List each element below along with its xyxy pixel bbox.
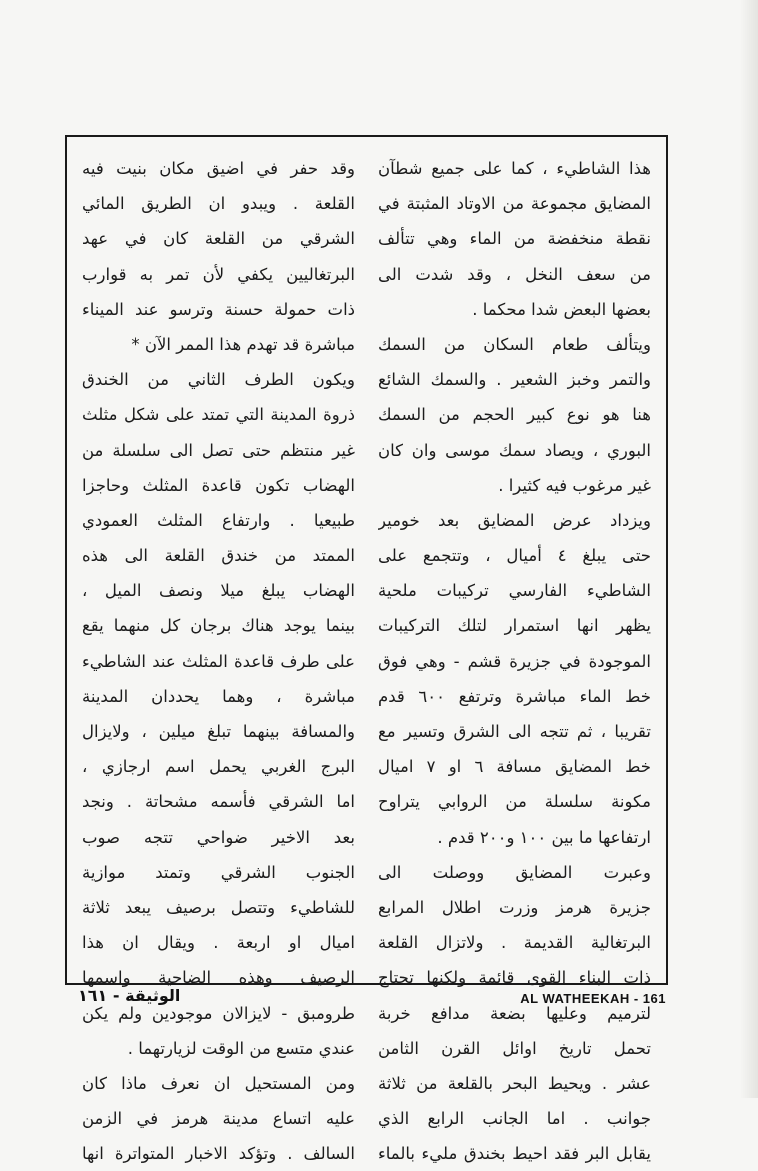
text-line: والمسافة بينهما تبلغ ميلين ، ولايزال bbox=[82, 722, 355, 741]
text-line: اميال او اربعة . ويقال ان هذا bbox=[82, 933, 355, 953]
text-line: القلعة . ويبدو ان الطريق المائي bbox=[82, 194, 355, 214]
text-line: عشر . ويحيط البحر بالقلعة من ثلاثة bbox=[378, 1073, 651, 1093]
text-line: البوري ، ويصاد سمك موسى وان كان bbox=[378, 440, 651, 460]
text-line: وعبرت المضايق ووصلت الى bbox=[378, 862, 651, 882]
text-line: من سعف النخل ، وقد شدت الى bbox=[378, 264, 651, 284]
text-line: الجنوب الشرقي وتمتد موازية bbox=[82, 862, 355, 882]
text-line: الشاطيء الفارسي تركيبات ملحية bbox=[378, 581, 651, 601]
text-line: ارتفاعها ما بين ١٠٠ و٢٠٠ قدم . bbox=[437, 827, 651, 847]
text-line: الشرقي من القلعة كان في عهد bbox=[82, 229, 355, 249]
text-line: خط المضايق مسافة ٦ او ٧ اميال bbox=[378, 757, 651, 777]
text-line: الممتد من خندق القلعة الى هذه bbox=[82, 546, 355, 566]
text-line: اما الشرقي فأسمه مشحاتة . ونجد bbox=[82, 792, 355, 812]
text-line: لترميم وعليها بضعة مدافع خربة bbox=[378, 1003, 651, 1023]
text-line: بعضها البعض شدا محكما . bbox=[472, 299, 651, 319]
text-line: خط الماء مباشرة وترتفع ٦٠٠ قدم bbox=[378, 686, 651, 706]
text-line: ذات البناء القوى قائمة ولكنها تحتاج bbox=[378, 968, 651, 988]
text-line: الهضاب يبلغ ميلا ونصف الميل ، bbox=[82, 581, 355, 601]
text-line: نقطة منخفضة من الماء وهي تتألف bbox=[378, 229, 651, 249]
text-line: البرتغالية القديمة . ولاتزال القلعة bbox=[378, 933, 651, 953]
text-line: الموجودة في جزيرة قشم - وهي فوق bbox=[378, 651, 651, 671]
text-line: على طرف قاعدة المثلث عند الشاطيء bbox=[82, 651, 355, 671]
text-line: وقد حفر في اضيق مكان بنيت فيه bbox=[82, 159, 355, 178]
footer-arabic-page-label: الوثيقة - ١٦١ bbox=[78, 986, 181, 1005]
text-line: هنا هو نوع كبير الحجم من السمك bbox=[378, 405, 651, 425]
text-line: مكونة سلسلة من الروابي يتراوح bbox=[378, 792, 651, 812]
text-line: البرتغاليين يكفي لأن تمر به قوارب bbox=[82, 264, 355, 284]
text-line: هذا الشاطيء ، كما على جميع شطآن bbox=[378, 159, 651, 178]
text-line: ومن المستحيل ان نعرف ماذا كان bbox=[82, 1073, 355, 1093]
text-line: يظهر انها استمرار لتلك التركيبات bbox=[378, 616, 651, 636]
text-line: مباشرة قد تهدم هذا الممر الآن * bbox=[131, 334, 355, 354]
text-line: والتمر وخبز الشعير . والسمك الشائع bbox=[378, 370, 651, 390]
text-line: الهضاب تكون قاعدة المثلث وحاجزا bbox=[82, 475, 355, 495]
text-line: السالف . وتؤكد الاخبار المتواترة انها bbox=[82, 1144, 355, 1164]
text-line: مباشرة ، وهما يحددان المدينة bbox=[82, 686, 355, 706]
text-line: عليه اتساع مدينة هرمز في الزمن bbox=[82, 1109, 355, 1129]
text-line: حتى يبلغ ٤ أميال ، وتتجمع على bbox=[378, 546, 651, 566]
text-line: جزيرة هرمز وزرت اطلال المرابع bbox=[378, 897, 651, 917]
text-line: غير منتظم حتى تصل الى سلسلة من bbox=[82, 440, 355, 460]
text-line: غير مرغوب فيه كثيرا . bbox=[498, 475, 651, 495]
text-line: المضايق مجموعة من الاوتاد المثبتة في bbox=[378, 194, 651, 214]
text-line: ويزداد عرض المضايق بعد خومير bbox=[378, 510, 651, 530]
text-line: تقريبا ، ثم تتجه الى الشرق وتسير مع bbox=[378, 722, 651, 741]
text-line: بعد الاخير ضواحي تتجه صوب bbox=[82, 827, 355, 847]
footer-latin-page-label: AL WATHEEKAH - 161 bbox=[520, 991, 666, 1006]
text-line: بينما يوجد هناك برجان كل منهما يقع bbox=[82, 616, 355, 636]
text-line: طرومبق - لايزالان موجودين ولم يكن bbox=[82, 1003, 355, 1023]
text-line: طبيعيا . وارتفاع المثلث العمودي bbox=[82, 510, 355, 530]
text-line: تحمل تاريخ اوائل القرن الثامن bbox=[378, 1038, 651, 1058]
page-edge-shadow bbox=[740, 0, 758, 1098]
text-line: عندي متسع من الوقت لزيارتهما . bbox=[127, 1038, 355, 1058]
text-line: ويكون الطرف الثاني من الخندق bbox=[82, 370, 355, 390]
text-line: ويتألف طعام السكان من السمك bbox=[378, 334, 651, 354]
text-line: جوانب . اما الجانب الرابع الذي bbox=[378, 1109, 651, 1129]
text-line: للشاطيء وتتصل برصيف يبعد ثلاثة bbox=[82, 897, 355, 917]
text-line: البرج الغربي يحمل اسم ارجازي ، bbox=[82, 757, 355, 777]
text-line: ذات حمولة حسنة وترسو عند الميناء bbox=[82, 299, 355, 319]
text-line: الرصيف وهذه الضاحية واسمها bbox=[82, 968, 355, 988]
text-line: ذروة المدينة التي تمتد على شكل مثلث bbox=[82, 405, 355, 425]
text-line: يقابل البر فقد احيط بخندق مليء بالماء bbox=[378, 1144, 651, 1164]
